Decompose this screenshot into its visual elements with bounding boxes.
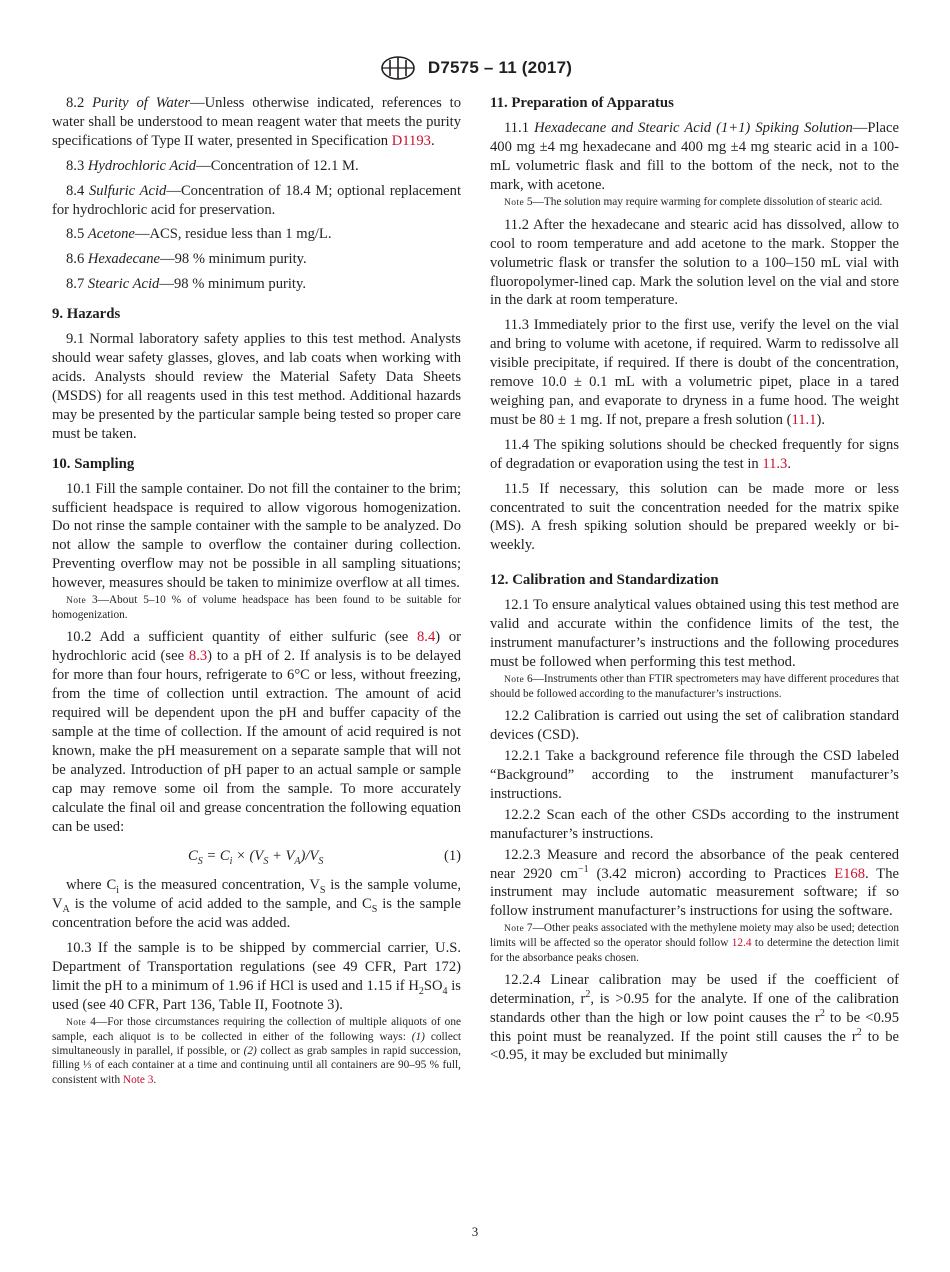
- section-11-2: 11.2 After the hexadecane and stearic acid has dissolved, allow to cool to room temperature and add acetone to the mark. Stopper the volumetric flask or transfer the solution to a 100–150 mL vial with fluoropolymer-lined cap. Mark the solution level on the vial and store in the dark at room temperature.: [490, 216, 899, 309]
- equation-1: [52, 842, 461, 870]
- section-8-2: 8.2 Purity of Water—Unless otherwise indicated, references to water shall be understood to mean reagent water that meets the purity specifications of Type II water, presented in Specification D1193.: [52, 95, 462, 149]
- right-column: [490, 94, 899, 1065]
- astm-logo-icon: [378, 56, 418, 80]
- heading-sampling: 10. Sampling: [52, 455, 135, 472]
- equation-number: (1): [443, 848, 461, 865]
- section-8-7: 8.7 Stearic Acid—98 % minimum purity.: [66, 276, 306, 293]
- equation-where-text: where $C_i$ is the measured concentration, $V_S$ is the sample volume, $V_A$ is the volume of acid added to the sample, and $C_S$ is the sample concentration before the acid was added.: [52, 877, 461, 932]
- section-8-6: 8.6 Hexadecane—98 % minimum purity.: [66, 251, 307, 268]
- section-11-3: 11.3 Immediately prior to the first use, verify the level on the vial and bring to volume with acetone, if required. Warm to redissolve all visible precipitate, if required. If there is doubt of the concentration, remove 10.0 ± 0.1 mL with a volumetric pipet, place in a tared weighing pan, and evaporate to dryness in a fume hood. The weight must be 80 ± 1 mg. If not, prepare a fresh solution (11.1).: [490, 317, 899, 428]
- ref-8-3-link[interactable]: 8.3: [188, 648, 208, 665]
- ref-12-4-link[interactable]: 12.4: [731, 937, 752, 950]
- note-3: Note 3—About 5–10 % of volume headspace has been found to be suitable for homogenization.: [52, 594, 461, 622]
- section-12-2-1: 12.2.1 Take a background reference file through the CSD labeled “Background” according to the instrument manufacturer’s instructions.: [490, 748, 899, 802]
- section-8-5: 8.5 Acetone—ACS, residue less than 1 mg/L.: [66, 226, 332, 243]
- section-11-5: 11.5 If necessary, this solution can be made more or less concentrated to suit the concentration needed for the matrix spike (MS). A fresh spiking solution should be prepared weekly or bi-weekly.: [490, 480, 899, 554]
- ref-d1193-link[interactable]: D1193: [391, 132, 431, 149]
- section-10-1: 10.1 Fill the sample container. Do not fill the container to the brim; sufficient headspace is required to allow vigorous homogenization. Do not rinse the sample container with the sample to be analyzed. Do not allow the sample to overflow the container during collection. Preventing overflow may not be possible in all sampling situations; however, measures should be taken to minimize overflow at all times.: [52, 480, 461, 592]
- section-12-2-4: 12.2.4 Linear calibration may be used if the coefficient of determination, $r^2$, is >0.95 for the analyte. If one of the calibration standards other than the high or low point causes the $r^2$ to be <0.95 this point must be reanalyzed. If the point still causes the $r^2$ to be <0.95, it may be excluded but minimally: [490, 971, 900, 1064]
- section-12-2-3: 12.2.3 Measure and record the absorbance of the peak centered near 2920 $cm^{-1}$ (3.42 micron) according to Practices E168. The instrument may include automatic measurement software; if so follow instrument manufacturer’s instructions for using the software.: [490, 846, 899, 920]
- section-12-2-2: 12.2.2 Scan each of the other CSDs according to the instrument manufacturer’s instructions.: [490, 806, 899, 842]
- ref-8-4-link[interactable]: 8.4: [417, 629, 436, 646]
- section-9-1: 9.1 Normal laboratory safety applies to this test method. Analysts should wear safety glasses, gloves, and lab coats when working with acids. Analysts should review the Material Safety Data Sheets (MSDS) for all reagents used in this test method. Additional hazards may be presented by the particular sample being tested so proper care must be taken.: [52, 331, 461, 442]
- section-11-1: 11.1 Hexadecane and Stearic Acid (1+1) Spiking Solution—Place 400 mg ±4 mg hexadecane and 400 mg ±4 mg stearic acid in a 100-mL volumetric flask and fill to the bottom of the neck, not to the mark, with acetone.: [490, 120, 899, 193]
- equation-formula: $C_S = C_i \times (V_S + V_A)/V_S$: [188, 848, 324, 868]
- section-12-1: 12.1 To ensure analytical values obtained using this test method are valid and accurate within the confidence limits of the test, the instrument manufacturer’s instructions and the following procedures must be followed when performing this test method.: [490, 597, 899, 670]
- ref-e168-link[interactable]: E168: [834, 865, 866, 882]
- heading-hazards: 9. Hazards: [52, 306, 121, 323]
- section-8-4: 8.4 Sulfuric Acid—Concentration of 18.4 M; optional replacement for hydrochloric acid for preservation.: [52, 182, 462, 218]
- standard-designation: D7575 – 11 (2017): [427, 58, 573, 77]
- heading-calibration-and-standardization: 12. Calibration and Standardization: [490, 572, 719, 589]
- note-5: Note 5—The solution may require warming for complete dissolution of stearic acid.: [504, 195, 883, 208]
- section-11-4: 11.4 The spiking solutions should be checked frequently for signs of degradation or evaporation using the test in 11.3.: [490, 436, 899, 472]
- ref-11-3-link[interactable]: 11.3: [762, 455, 788, 472]
- note-6: Note 6—Instruments other than FTIR spectrometers may have different procedures that should be followed according to the manufacturer’s instructions.: [490, 672, 899, 701]
- page-number: 3: [471, 1224, 479, 1239]
- section-10-3: 10.3 If the sample is to be shipped by commercial carrier, U.S. Department of Transportation regulations (see 49 CFR, Part 172) limit the pH to a minimum of 1.96 if HCl is used and 1.15 if $H_2SO_4$ is used (see 40 CFR, Part 136, Table II, Footnote 3).: [52, 940, 461, 1013]
- ref-note-3-link[interactable]: Note 3: [122, 1073, 154, 1086]
- left-column: [52, 94, 461, 1087]
- note-7: Note 7—Other peaks associated with the methylene moiety may also be used; detection limits will be affected so the operator should follow 12.4 to determine the detection limit for the absorbance peaks chosen.: [490, 922, 899, 964]
- section-12-2: 12.2 Calibration is carried out using the set of calibration standard devices (CSD).: [490, 708, 899, 744]
- section-10-2: 10.2 Add a sufficient quantity of either sulfuric (see 8.4) or hydrochloric acid (see 8.3) to a pH of 2. If analysis is to be delayed for more than four hours, refrigerate to 6°C or less, without freezing, from the time of collection until extraction. The amount of acid required will be dependent upon the pH and buffer capacity of the sample at the time of collection. If the amount of acid required is not known, make the pH measurement on a separate sample that will not be analyzed. Introduction of pH paper to an actual sample or sample cap may remove some oil from the sample. To more accurately calculate the final oil and grease concentration the following equation can be used:: [52, 629, 461, 835]
- note-4: Note 4—For those circumstances requiring the collection of multiple aliquots of one sample, each aliquot is to be collected in either of the following ways: (1) collect simultaneously in parallel, if possible, or (2) collect as grab samples in rapid succession, filling ⅓ of each container at a time and continuing until all containers are 90–95 % full, consistent with Note 3.: [52, 1015, 461, 1086]
- section-8-3: 8.3 Hydrochloric Acid—Concentration of 12.1 M.: [66, 157, 359, 174]
- ref-11-1-link[interactable]: 11.1: [791, 411, 817, 428]
- heading-preparation-of-apparatus: 11. Preparation of Apparatus: [490, 95, 674, 111]
- page-header: [0, 56, 950, 86]
